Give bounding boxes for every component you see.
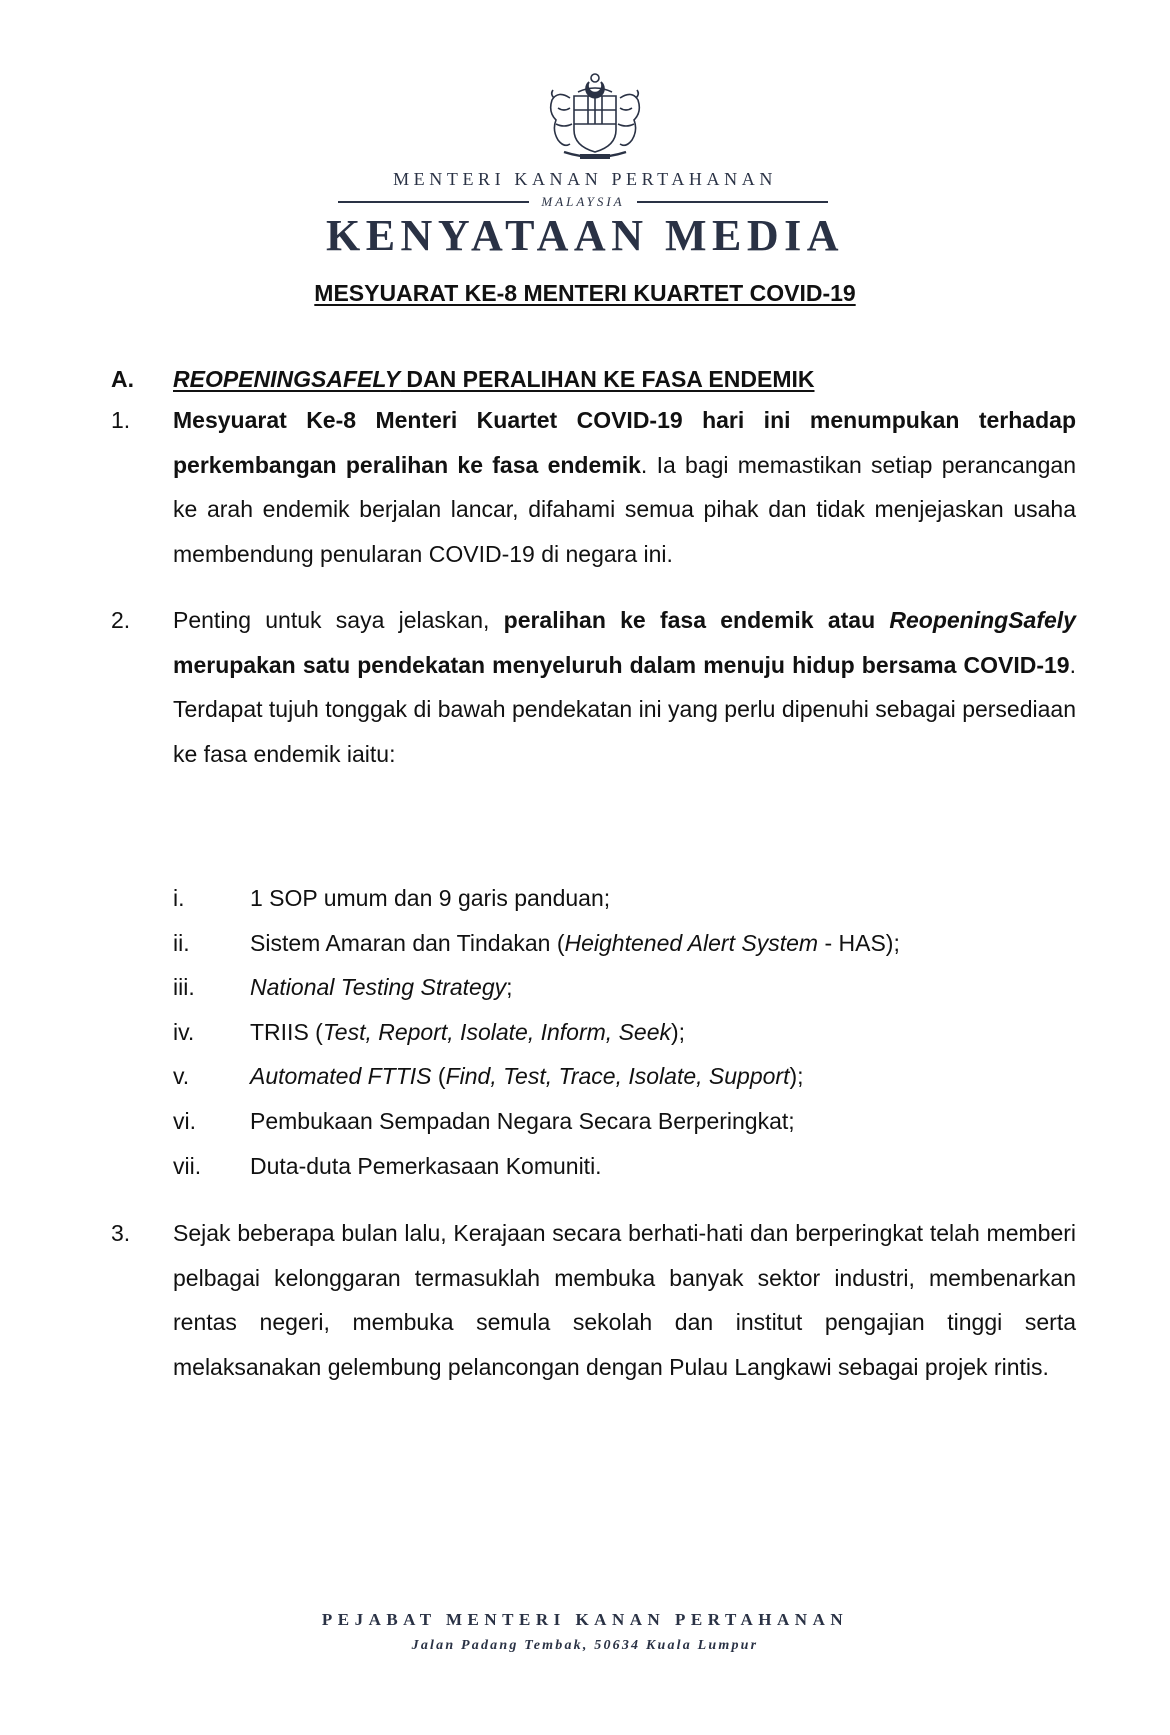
- list-item: [173, 1054, 1053, 1099]
- list-item: [173, 1144, 1053, 1189]
- document-title: MESYUARAT KE-8 MENTERI KUARTET COVID-19: [314, 280, 856, 306]
- list-item-italic-text: Test, Report, Isolate, Inform, Seek: [322, 1018, 671, 1045]
- list-item-text: );: [671, 1018, 686, 1045]
- list-item-number: v.: [173, 1063, 190, 1090]
- paragraph-number: 1.: [111, 407, 131, 433]
- paragraph-text: . Terdapat tujuh tonggak di bawah pendekatan ini yang perlu dipenuhi sebagai persediaan ke fasa endemik iaitu:: [173, 651, 1076, 767]
- list-item: [173, 921, 1053, 966]
- footer-office: PEJABAT MENTERI KANAN PERTAHANAN: [321, 1610, 849, 1629]
- list-item: [173, 876, 1053, 921]
- list-item: [173, 1010, 1053, 1055]
- list-item-number: ii.: [173, 929, 190, 956]
- section-title-italic: REOPENINGSAFELY: [173, 366, 401, 392]
- list-item-italic-text: Heightened Alert System: [564, 929, 819, 956]
- list-item: [173, 965, 1053, 1010]
- country-rule-right: [637, 201, 828, 203]
- list-item-number: vii.: [173, 1152, 202, 1179]
- country-name: MALAYSIA: [541, 194, 625, 209]
- list-item-text: 1 SOP umum dan 9 garis panduan;: [250, 885, 611, 911]
- paragraph-number: 3.: [111, 1220, 131, 1246]
- paragraph-bold-text: merupakan satu pendekatan menyeluruh dalam menuju hidup bersama COVID-19: [173, 651, 1070, 678]
- list-item-number: iii.: [173, 974, 195, 1001]
- section-title-rest: DAN PERALIHAN KE FASA ENDEMIK: [400, 366, 815, 392]
- section-letter: A.: [111, 366, 134, 392]
- list-item-italic-text: Automated FTTIS: [250, 1063, 432, 1090]
- list-item-number: vi.: [173, 1107, 196, 1134]
- paragraph-text: . Ia bagi memastikan setiap perancangan ke arah endemik berjalan lancar, difahami semua pihak dan tidak menjejaskan usaha membendung penularan COVID-19 di negara ini.: [173, 451, 1076, 567]
- list-item-text: );: [789, 1063, 804, 1090]
- paragraph-number: 2.: [111, 607, 131, 633]
- ministry-name: MENTERI KANAN PERTAHANAN: [393, 169, 777, 189]
- paragraph-body: Sejak beberapa bulan lalu, Kerajaan secara berhati-hati dan berperingkat telah memberi pelbagai kelonggaran termasuklah membuka banyak sektor industri, membenarkan rentas negeri, membuka semula sekolah dan institut pengajian tinggi serta melaksanakan gelembung pelancongan dengan Pulau Langkawi sebagai projek rintis.: [173, 1220, 1076, 1380]
- pillar-list: [173, 876, 1053, 1188]
- footer-address: Jalan Padang Tembak, 50634 Kuala Lumpur: [411, 1638, 759, 1653]
- list-item-number: i.: [173, 885, 185, 911]
- country-rule-left: [338, 201, 529, 203]
- section-title: [173, 366, 815, 393]
- list-item-text: TRIIS (: [250, 1018, 323, 1045]
- paragraph-body: [173, 398, 1076, 576]
- list-item-text: Sistem Amaran dan Tindakan (: [250, 929, 565, 956]
- list-item-text: Pembukaan Sempadan Negara Secara Berperingkat;: [250, 1107, 795, 1134]
- list-item: [173, 1099, 1053, 1144]
- paragraph-bold-text: peralihan ke fasa endemik atau: [503, 607, 890, 633]
- list-item-italic-text: Find, Test, Trace, Isolate, Support: [445, 1063, 790, 1090]
- coat-of-arms-icon: [540, 68, 650, 164]
- list-item-italic-text: National Testing Strategy: [250, 974, 507, 1001]
- list-item-number: iv.: [173, 1018, 195, 1045]
- paragraph-body: [173, 598, 1076, 776]
- list-item-text: ;: [506, 974, 513, 1001]
- list-item-text: - HAS);: [818, 929, 900, 956]
- paragraph-text: Penting untuk saya jelaskan,: [173, 607, 504, 633]
- list-item-text: (: [431, 1063, 446, 1090]
- paragraph-bold-italic-text: ReopeningSafely: [889, 607, 1076, 633]
- list-item-text: Duta-duta Pemerkasaan Komuniti.: [250, 1152, 602, 1179]
- document-kind: KENYATAAN MEDIA: [325, 211, 845, 260]
- paragraph-bold-text: Mesyuarat Ke-8 Menteri Kuartet COVID-19 hari ini menumpukan terhadap perkembangan peralihan ke fasa endemik: [173, 407, 1076, 478]
